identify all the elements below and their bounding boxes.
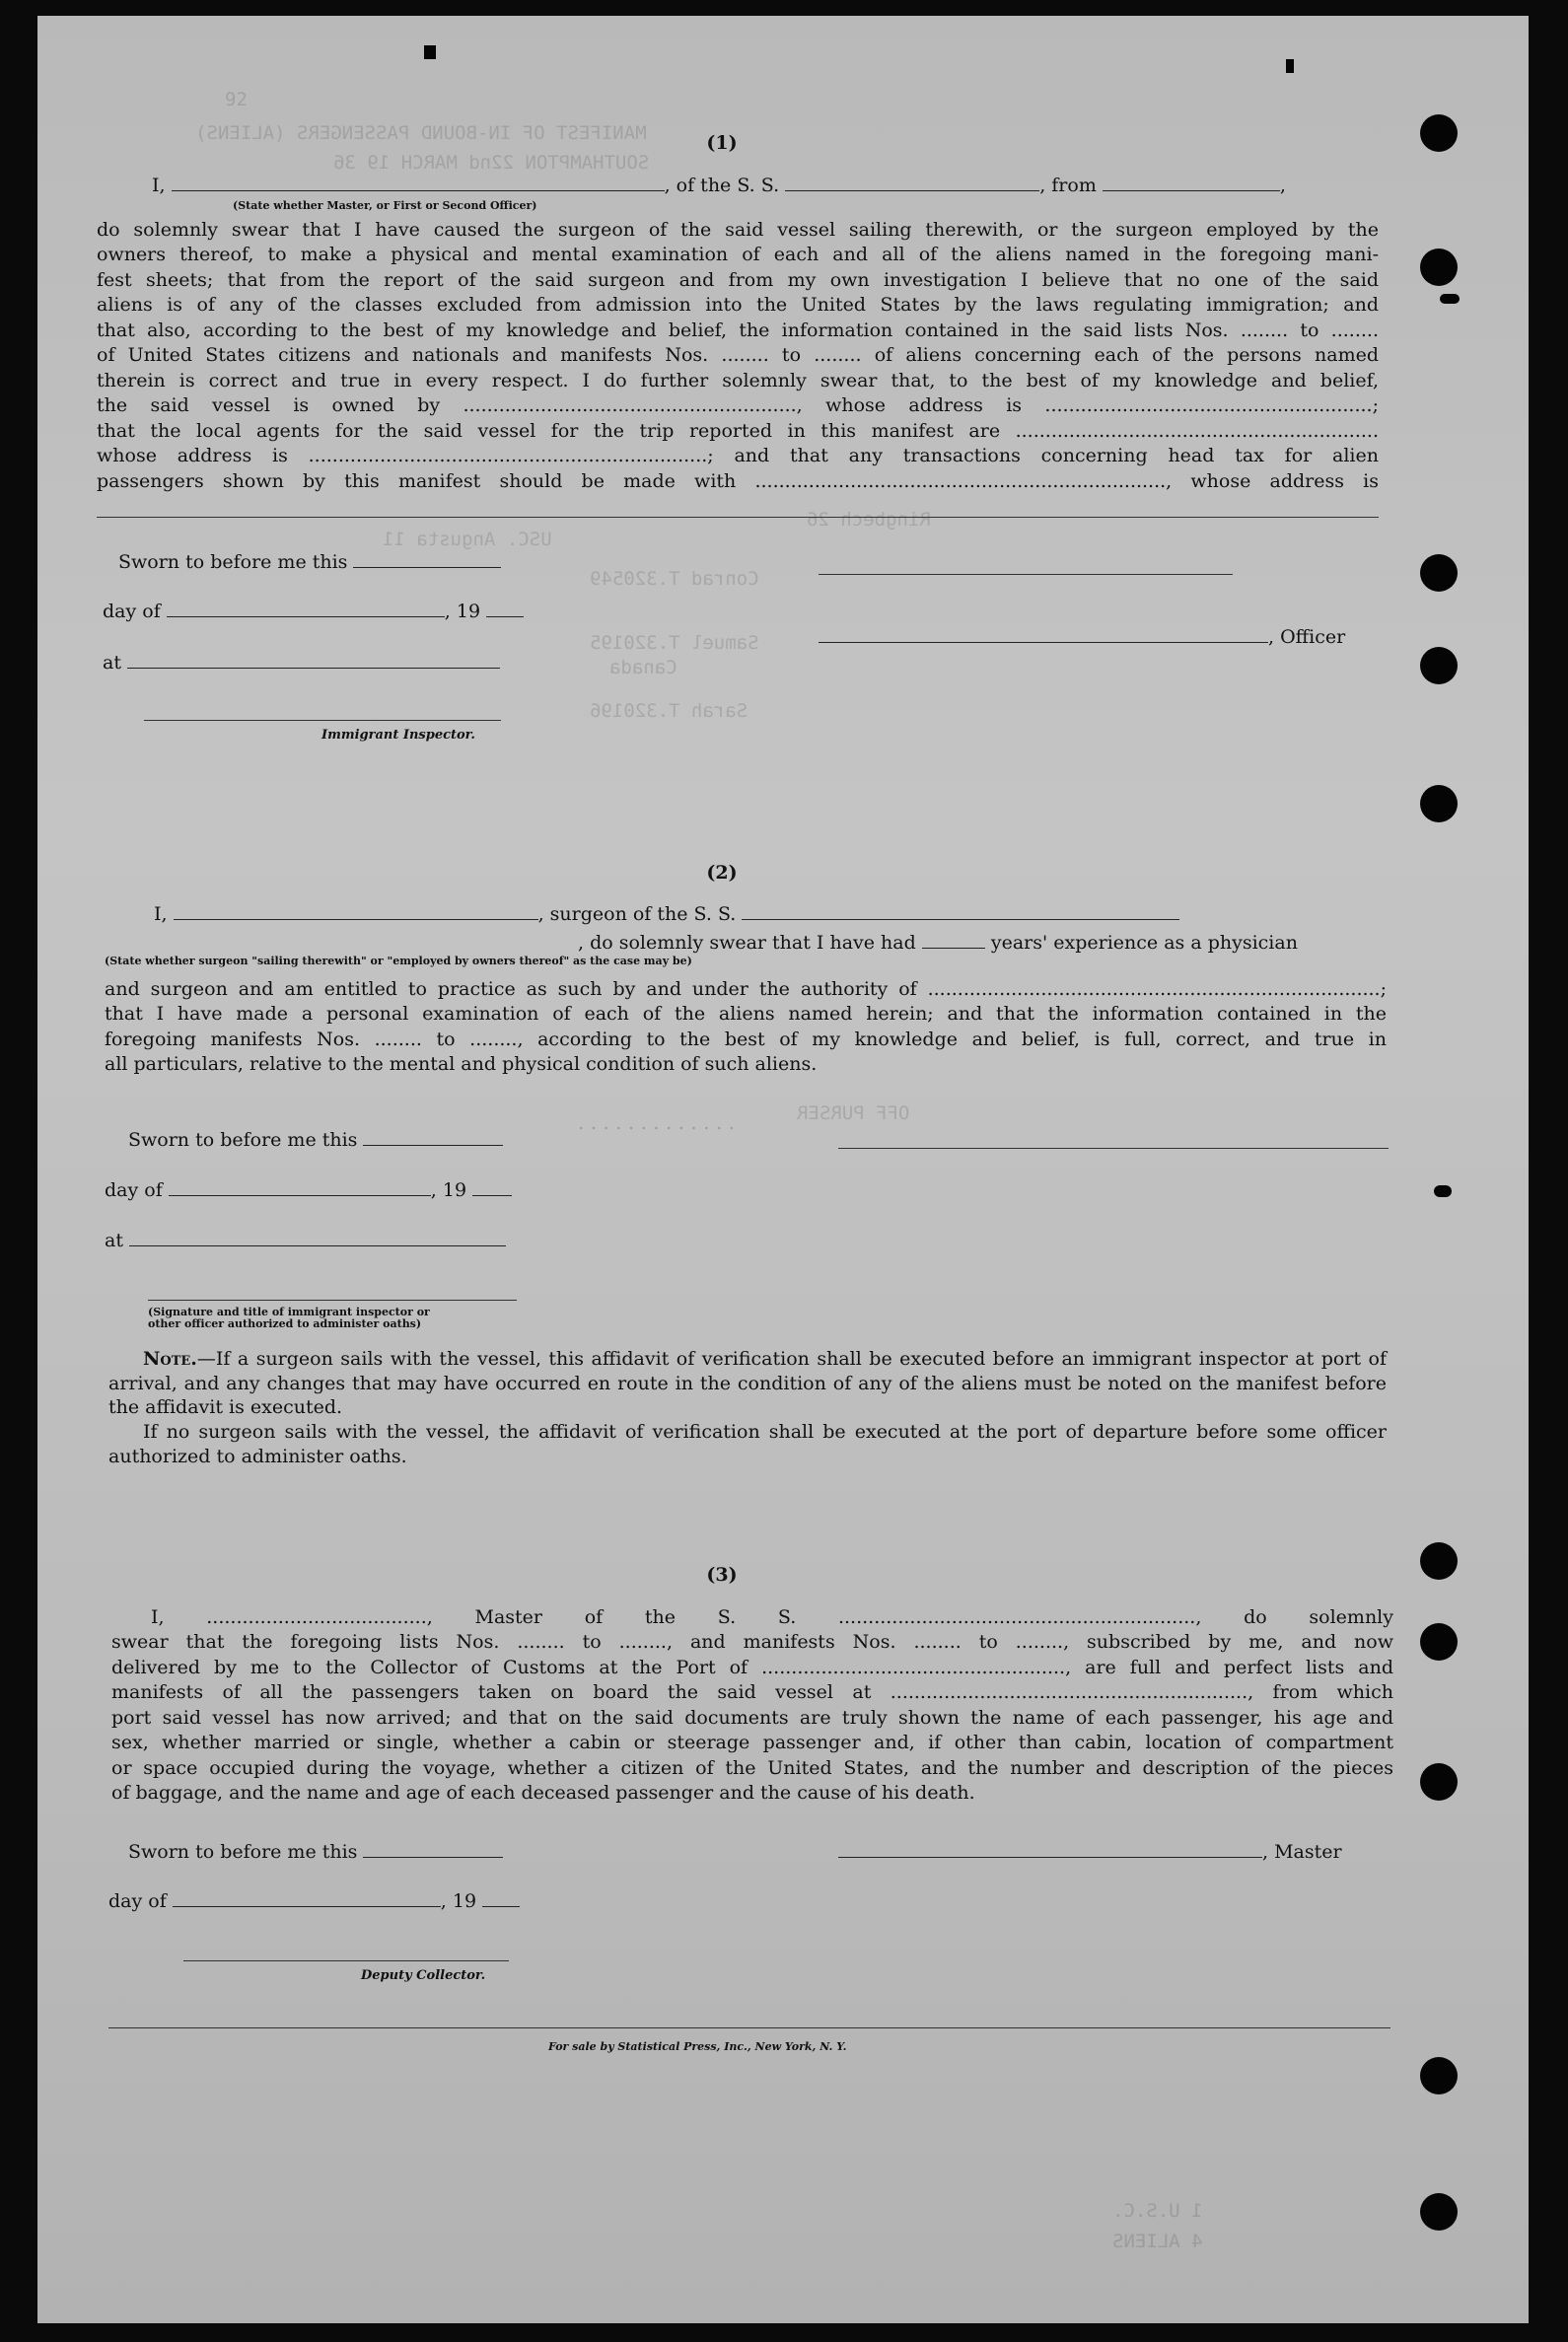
year-blank <box>472 1178 512 1196</box>
sworn-label: Sworn to before me this <box>128 1841 358 1863</box>
section-3-day <box>108 1889 520 1914</box>
master-label: , Master <box>1262 1841 1342 1863</box>
oath-line: manifests of all the passengers taken on board the said vessel at ............................................................, from which <box>111 1681 1393 1703</box>
note-label: Note. <box>143 1348 197 1370</box>
day-blank <box>173 1889 441 1907</box>
oath-line: fest sheets; that from the report of the said surgeon and from my own investigation I believe that no one of the said <box>97 269 1379 291</box>
officer-label: , Officer <box>1268 626 1346 648</box>
section-3-number: (3) <box>706 1564 738 1586</box>
manifest-page <box>37 16 1529 2323</box>
section-2-lead-line-b <box>105 931 1387 956</box>
oath-line: sex, whether married or single, whether a cabin or steerage passenger and, if other than cabin, location of compartment <box>111 1732 1393 1753</box>
ink-blot <box>1286 59 1294 73</box>
section-2-number: (2) <box>706 862 738 884</box>
lead-mid: , do solemnly swear that I have had <box>578 932 916 954</box>
from-port-blank <box>1103 174 1280 191</box>
lead-prefix: I, <box>154 903 168 925</box>
lead-end: , <box>1279 175 1286 196</box>
section-2-at <box>105 1229 506 1253</box>
oath-line: or space occupied during the voyage, whether a citizen of the United States, and the number and description of the pieces <box>111 1757 1393 1779</box>
bleed-through-text: 4 ALIENS <box>1112 2231 1203 2252</box>
binder-hole <box>1420 114 1458 152</box>
note-text: —If a surgeon sails with the vessel, this affidavit of verification shall be executed before an immigrant inspector at port of arrival, and any changes that may have occurred en route in the condition of any of the aliens must be noted on the manifest before the affidavit is executed. <box>108 1348 1387 1418</box>
vessel-blank <box>742 902 1179 920</box>
years-blank <box>922 931 985 949</box>
sworn-label: Sworn to before me this <box>118 551 348 573</box>
lead-prefix: I, <box>152 175 166 196</box>
day-of-label: day of <box>108 1890 167 1912</box>
bleed-through-text: MANIFEST OF IN-BOUND PASSENGERS (ALIENS) <box>195 122 647 144</box>
at-label: at <box>105 1230 123 1251</box>
section-2-lead-line <box>154 902 1387 927</box>
bleed-through-text: 92 <box>225 89 248 110</box>
oath-line: port said vessel has now arrived; and that on the said documents are truly shown the name of each passenger, his age and <box>111 1707 1393 1729</box>
ink-blot <box>424 45 436 59</box>
bleed-through-text: OFF PURSER <box>797 1102 910 1124</box>
surgeon-signature-line <box>838 1148 1389 1149</box>
surgeon-caption: (State whether surgeon "sailing therewith" or "employed by owners thereof" as the case may be) <box>105 955 692 967</box>
collector-signature-line <box>183 1960 509 1961</box>
address-rule <box>97 517 1379 518</box>
binder-hole <box>1420 554 1458 592</box>
sworn-blank <box>363 1128 503 1146</box>
oath-line: whose address is ...................................................................; and that any transactions concerning head tax for alien <box>97 445 1379 466</box>
day-of-label: day of <box>105 1179 163 1201</box>
section-1-lead-line <box>152 174 1399 198</box>
lead-mid: , of the S. S. <box>664 175 780 196</box>
bleed-through-text: 1 U.S.C. <box>1112 2200 1203 2222</box>
binder-hole <box>1420 1763 1458 1801</box>
bleed-through-text: SOUTHAMPTON 22nd MARCH 19 36 <box>333 152 650 174</box>
year-blank <box>482 1889 520 1907</box>
inspector-signature-line <box>144 720 501 721</box>
section-2-sworn <box>128 1128 503 1153</box>
officer-rank-blank <box>172 174 665 191</box>
day-of-label: day of <box>103 601 161 622</box>
master-blank <box>838 1840 1262 1858</box>
bleed-through-text: Ringbech 26 <box>807 509 931 531</box>
sig-caption-line-1: (Signature and title of immigrant inspector or <box>148 1306 430 1318</box>
bleed-through-text: USC. Angusta 11 <box>383 529 552 550</box>
year-label: , 19 <box>440 1890 477 1912</box>
binder-hole <box>1420 2193 1458 2231</box>
section-1-sworn <box>118 550 501 575</box>
year-blank <box>486 600 524 617</box>
officer-witness-line <box>819 574 1233 575</box>
lead-years: years' experience as a physician <box>990 932 1298 954</box>
lead-surgeon: , surgeon of the S. S. <box>537 903 737 925</box>
inspector-signature-line <box>148 1300 517 1301</box>
day-blank <box>167 600 445 617</box>
surgeon-name-blank <box>174 902 538 920</box>
section-3-sworn <box>128 1840 503 1865</box>
oath-line: of baggage, and the name and age of each deceased passenger and the cause of his death. <box>111 1782 975 1804</box>
bleed-through-text: Samuel T.320195 <box>590 632 759 654</box>
oath-line: of United States citizens and nationals and manifests Nos. ........ to ........ of aliens concerning each of the persons named <box>97 344 1379 366</box>
day-blank <box>169 1178 431 1196</box>
oath-line: therein is correct and true in every respect. I do further solemnly swear that, to the best of my knowledge and belief, <box>97 370 1379 391</box>
year-label: , 19 <box>444 601 481 622</box>
year-label: , 19 <box>430 1179 467 1201</box>
at-label: at <box>103 652 121 674</box>
binder-hole <box>1420 647 1458 684</box>
bleed-through-text: Conrad T.320549 <box>590 568 759 590</box>
oath-line: and surgeon and am entitled to practice as such by and under the authority of ............................................................................; <box>105 978 1387 1000</box>
master-signature <box>838 1840 1342 1865</box>
bleed-through-text: Canada <box>609 657 677 678</box>
oath-line: that the local agents for the said vessel for the trip reported in this manifest are ............................................................. <box>97 420 1379 442</box>
footer-rule <box>108 2027 1390 2028</box>
binder-hole <box>1420 248 1458 286</box>
at-blank <box>127 651 500 669</box>
section-1-day <box>103 600 524 624</box>
section-2-day <box>105 1178 512 1203</box>
sworn-label: Sworn to before me this <box>128 1129 358 1151</box>
note-paragraph-2 <box>108 1420 1387 1468</box>
note-text-2: If no surgeon sails with the vessel, the affidavit of verification shall be executed at the port of departure before some officer authorized to administer oaths. <box>108 1421 1387 1467</box>
collector-caption: Deputy Collector. <box>361 1968 486 1983</box>
oath-line: I, ....................................., Master of the S. S. ............................................................, do solemnly <box>151 1606 1393 1628</box>
inspector-caption: Immigrant Inspector. <box>321 728 475 743</box>
printer-credit: For sale by Statistical Press, Inc., New York, N. Y. <box>548 2040 847 2053</box>
bleed-through-text: Sarah T.320196 <box>590 700 748 722</box>
binder-hole <box>1420 2057 1458 2094</box>
oath-line: aliens is of any of the classes excluded from admission into the United States by the laws regulating immigration; and <box>97 294 1379 316</box>
oath-line: the said vessel is owned by ........................................................, whose address is .......................................................; <box>97 394 1379 416</box>
lead-from: , from <box>1039 175 1097 196</box>
at-blank <box>129 1229 506 1246</box>
binder-hole <box>1420 1542 1458 1580</box>
oath-line: owners thereof, to make a physical and mental examination of each and all of the aliens named in the foregoing mani- <box>97 244 1379 265</box>
binder-hole <box>1420 1623 1458 1661</box>
oath-line: delivered by me to the Collector of Customs at the Port of ..................................................., are full and perfect lists and <box>111 1657 1393 1678</box>
sig-caption-line-2: other officer authorized to administer oaths) <box>148 1317 422 1330</box>
oath-line: that also, according to the best of my knowledge and belief, the information contained in the said lists Nos. ........ to ........ <box>97 319 1379 341</box>
surgeon-signature-faint: . . . . . . . . . . . . . <box>578 1110 735 1134</box>
oath-line: foregoing manifests Nos. ........ to ........, according to the best of my knowledge and belief, is full, correct, and true in <box>105 1029 1387 1050</box>
ink-blot <box>1440 294 1460 304</box>
officer-blank <box>819 625 1268 643</box>
sworn-blank <box>363 1840 503 1858</box>
officer-caption: (State whether Master, or First or Second Officer) <box>233 199 537 212</box>
oath-line: do solemnly swear that I have caused the surgeon of the said vessel sailing therewith, or the surgeon employed by the <box>97 219 1379 241</box>
officer-signature <box>819 625 1345 650</box>
note-paragraph <box>108 1347 1387 1420</box>
oath-line: that I have made a personal examination of each of the aliens named herein; and that the information contained in the <box>105 1003 1387 1025</box>
sworn-blank <box>353 550 501 568</box>
binder-hole <box>1420 785 1458 822</box>
section-1-number: (1) <box>706 132 738 154</box>
oath-line: swear that the foregoing lists Nos. ........ to ........, and manifests Nos. ........ to ........, subscribed by me, and now <box>111 1631 1393 1653</box>
ink-blot <box>1434 1185 1452 1197</box>
oath-line: passengers shown by this manifest should be made with ....................................................................., whose address is <box>97 470 1379 492</box>
vessel-name-blank <box>785 174 1039 191</box>
section-1-at <box>103 651 500 675</box>
oath-line: all particulars, relative to the mental and physical condition of such aliens. <box>105 1053 818 1075</box>
